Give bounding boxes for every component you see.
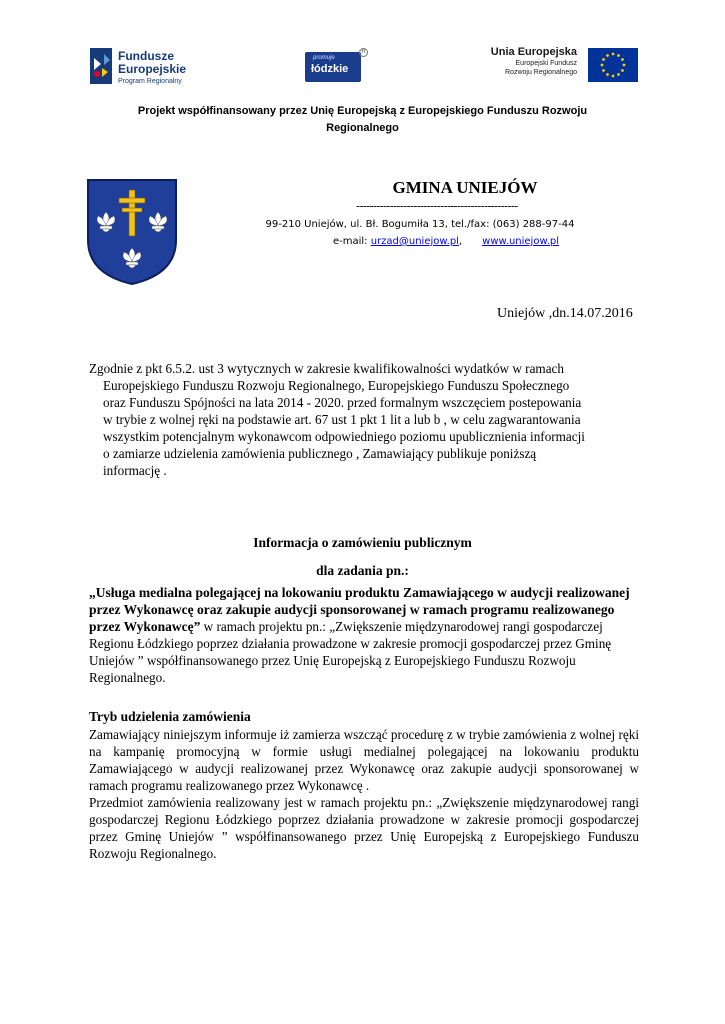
eu-text-block — [491, 46, 577, 77]
intro-line: Europejskiego Funduszu Rozwoju Regionalnego, Europejskiego Funduszu Społecznego — [103, 378, 570, 393]
email-separator: , — [458, 236, 463, 247]
intro-line: oraz Funduszu Spójności na lata 2014 - 2020. przed formalnym wszczęciem postepowania — [103, 395, 582, 410]
fundusze-europejskie-mark-icon — [88, 44, 114, 88]
subject-paragraph — [89, 584, 639, 686]
eu-subtitle-2: Rozwoju Regionalnego — [505, 69, 577, 76]
eu-title: Unia Europejska — [490, 46, 577, 58]
document-date: Uniejów ,dn.14.07.2016 — [497, 306, 633, 321]
gmina-title: GMINA UNIEJÓW — [392, 178, 538, 197]
subject-title: „Usługa medialna polegającej na lokowaniu produktu Zamawiającego w audycji realizowanej przez Wykonawcę oraz zakupie audycji sponsorowanej w ramach programu realizowanego przez Wykonawcę” — [89, 585, 630, 634]
task-heading: dla zadania pn.: — [316, 563, 409, 578]
uniejow-coat-of-arms-icon — [86, 178, 178, 286]
email-link[interactable]: urzad@uniejow.pl — [370, 236, 459, 247]
logo-bar — [0, 40, 725, 90]
cofunding-statement — [80, 103, 645, 137]
lodz-big-text: łódzkie — [311, 63, 349, 75]
fundusze-europejskie-logo — [88, 44, 208, 88]
email-label: e-mail: — [332, 236, 371, 247]
info-heading: Informacja o zamówieniu publicznym — [253, 535, 472, 550]
tryb-paragraph-2: Przedmiot zamówienia realizowany jest w ramach projektu pn.: „Zwiększenie międzynarodowej rangi gospodarczej Regionu Łódzkiego poprzez działania prowadzone w zakresie promocji gospodarczej przez Gminę Uniejów ” współfinansowanego przez Unię Europejską z Europejskiego Funduszu Rozwoju Regionalnego. — [89, 795, 639, 861]
eu-flag-icon — [588, 48, 638, 82]
tryb-heading: Tryb udzielenia zamówienia — [89, 709, 251, 724]
letterhead-rule: ------------------------------------------------ — [356, 200, 518, 212]
subject-rest: w ramach projektu pn.: „Zwiększenie międzynarodowej rangi gospodarczej Regionu Łódzkiego poprzez działania prowadzone w zakresie promocji gospodarczej przez Gminę Uniejów ” współfinansowanego przez Unię Europejską z Europejskiego Funduszu Rozwoju Regionalnego. — [89, 619, 612, 685]
intro-line: o zamiarze udzielenia zamówienia publicznego , Zamawiający publikuje poniższą — [103, 446, 537, 461]
letterhead — [250, 176, 590, 250]
cofunding-line-2: Regionalnego — [326, 122, 399, 134]
lodz-small-text: promuje — [313, 55, 335, 61]
fe-title-line-1: Fundusze — [118, 49, 174, 63]
intro-line: informację . — [103, 463, 167, 478]
registered-mark-icon: R — [359, 48, 368, 57]
intro-line: wszystkim potencjalnym wykonawcom odpowiedniego poziomu upublicznienia informacji — [103, 429, 585, 444]
fe-title-line-2: Europejskie — [118, 62, 187, 76]
intro-paragraph — [89, 360, 639, 479]
intro-line: w trybie z wolnej ręki na podstawie art. 67 ust 1 pkt 1 lit a lub b , w celu zagwarantowania — [103, 412, 581, 427]
letterhead-contact — [250, 233, 590, 250]
tryb-paragraph-1: Zamawiający niniejszym informuje iż zamierza wszcząć procedurę z w trybie zamówienia z wolnej ręki na kampanię promocyjną w formie usługi medialnej polegającej na lokowaniu produktu Zamawiającego w audycji realizowanej przez Wykonawcę oraz zakupie audycji sponsorowanej w ramach programu realizowanego przez Wykonawcę . — [89, 727, 639, 793]
fe-subtitle: Program Regionalny — [118, 78, 182, 85]
cofunding-line-1: Projekt współfinansowany przez Unię Europejską z Europejskiego Funduszu Rozwoju — [137, 105, 588, 117]
website-link[interactable]: www.uniejow.pl — [482, 236, 560, 247]
promuje-lodzkie-logo — [305, 52, 361, 82]
letterhead-address: 99-210 Uniejów, ul. Bł. Bogumiła 13, tel./fax: (063) 288-97-44 — [265, 219, 575, 230]
eu-subtitle-1: Europejski Fundusz — [515, 60, 577, 67]
intro-line: Zgodnie z pkt 6.5.2. ust 3 wytycznych w zakresie kwalifikowalności wydatków w ramach — [89, 361, 564, 376]
tryb-body — [89, 726, 639, 862]
